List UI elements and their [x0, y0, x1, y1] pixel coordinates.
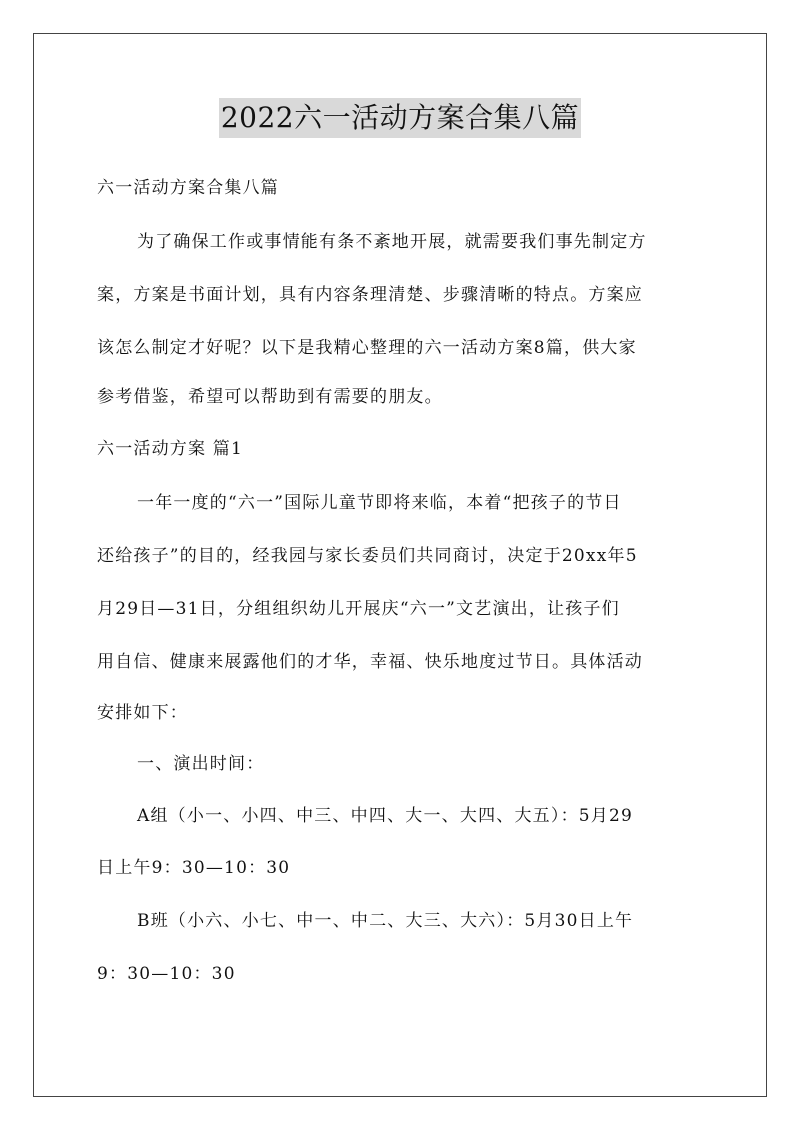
paragraph-line: 日上午9：30—10：30 [97, 858, 291, 878]
paragraph-line: 还给孩子”的目的，经我园与家长委员们共同商讨，决定于20xx年5 [97, 546, 638, 566]
paragraph-line: 案，方案是书面计划，具有内容条理清楚、步骤清晰的特点。方案应 [97, 285, 643, 305]
section-heading: 六一活动方案 篇1 [97, 439, 244, 459]
paragraph-line: 安排如下： [97, 703, 188, 723]
document-subtitle: 六一活动方案合集八篇 [97, 178, 279, 198]
paragraph-line: 用自信、健康来展露他们的才华，幸福、快乐地度过节日。具体活动 [97, 652, 643, 672]
title-container [0, 98, 800, 138]
paragraph-line: 9：30—10：30 [97, 964, 236, 984]
paragraph-line: 为了确保工作或事情能有条不紊地开展，就需要我们事先制定方 [137, 232, 647, 252]
document-title: 2022六一活动方案合集八篇 [219, 98, 581, 138]
paragraph-line: 一年一度的“六一”国际儿童节即将来临，本着“把孩子的节日 [137, 493, 622, 513]
subheading: 一、演出时间： [137, 754, 265, 774]
paragraph-line: 该怎么制定才好呢？以下是我精心整理的六一活动方案8篇，供大家 [97, 338, 637, 358]
paragraph-line: 月29日—31日，分组组织幼儿开展庆“六一”文艺演出，让孩子们 [97, 599, 620, 619]
paragraph-line: 参考借鉴，希望可以帮助到有需要的朋友。 [97, 387, 443, 407]
paragraph-line: A组（小一、小四、中三、中四、大一、大四、大五）：5月29 [137, 806, 634, 826]
paragraph-line: B班（小六、小七、中一、中二、大三、大六）：5月30日上午 [137, 911, 634, 931]
